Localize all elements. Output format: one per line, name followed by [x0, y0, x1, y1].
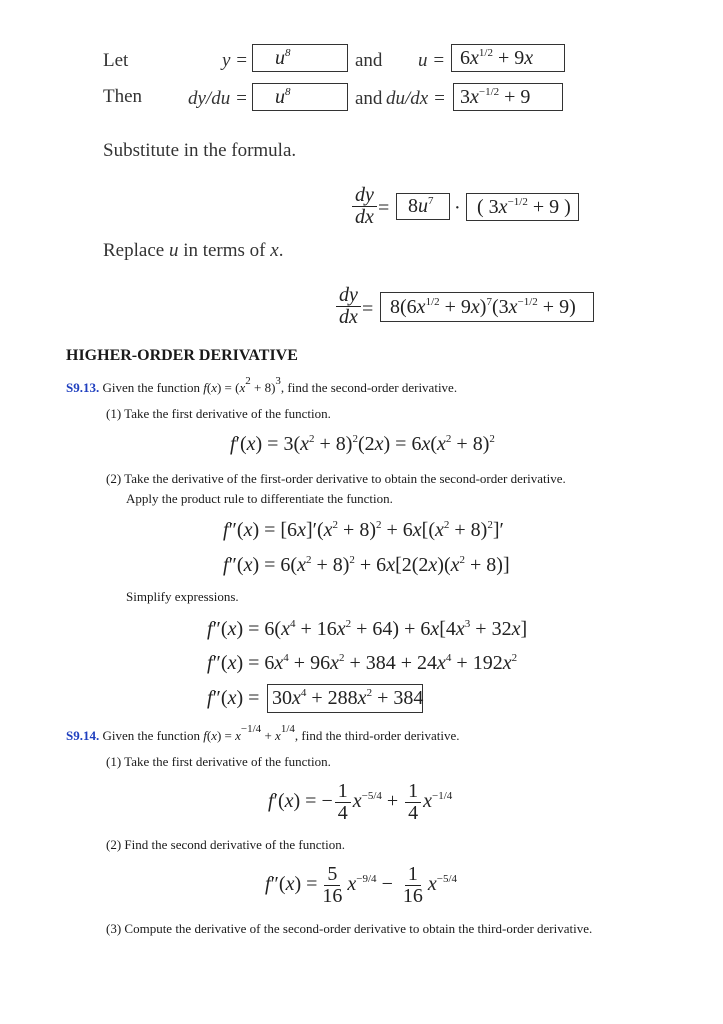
s914-prompt: S9.14. Given the function $f(x) = x^{-1/4} + x^{1/4}$, find the third-order derivative.	[66, 722, 460, 743]
s914-eq1: f′(x) = − $\frac{1}{4}$ $x^{-5/4}$ + $\frac{1}{4}$ $x^{-1/4}$	[268, 780, 453, 824]
y-box: $u^8$	[252, 44, 348, 72]
substitute-text: Substitute in the formula.	[103, 140, 297, 161]
s913-eq4: $f''(x) = 6(x^4 + 16x^2 + 64) + 6x[4x^3 + 32x]$	[207, 617, 528, 640]
s913-answer-box: $30x^4 + 288x^2 + 384$	[267, 684, 423, 713]
then-label: Then	[103, 86, 143, 107]
s913-step2b: Apply the product rule to differentiate the function.	[126, 491, 393, 506]
section-title: HIGHER-ORDER DERIVATIVE	[66, 347, 298, 364]
final-box: $8(6x^{1/2} + 9x)^7(3x^{-1/2} + 9)$	[380, 292, 594, 322]
dudx-box: $3x^{-1/2} + 9$	[453, 83, 563, 111]
s914-step2: (2) Find the second derivative of the function.	[106, 837, 345, 852]
s913-simplify: Simplify expressions.	[126, 589, 239, 604]
s913-eq6-lhs: f″(x) =	[207, 687, 260, 709]
s914-step3: (3) Compute the derivative of the second-order derivative to obtain the third-order derivative.	[106, 921, 593, 936]
s914-step1: (1) Take the first derivative of the function.	[106, 754, 331, 769]
s914-eq2: f″(x) = $\frac{5}{16}$ $x^{-9/4}$ − $\frac{1}{16}$ $x^{-5/4}$	[265, 863, 457, 907]
u-box: $6x^{1/2} + 9x$	[451, 44, 565, 72]
s913-step1: (1) Take the first derivative of the function.	[106, 406, 331, 421]
s913-eq2: $f''(x) = [6x]'(x^2 + 8)^2 + 6x[(x^2 + 8)^2]'$	[223, 518, 504, 541]
s913-eq1: $f'(x) = 3(x^2 + 8)^2(2x) = 6x(x^2 + 8)^2$	[230, 432, 495, 455]
replace-text: Replace u in terms of x.	[103, 240, 284, 261]
s913-eq3: $f''(x) = 6(x^2 + 8)^2 + 6x[2(2x)(x^2 + 8)]$	[223, 553, 510, 576]
sub-box-2: ( $3x^{-1/2} + 9$ )	[466, 193, 579, 221]
s913-eq5: $f''(x) = 6x^4 + 96x^2 + 384 + 24x^4 + 192x^2$	[207, 651, 518, 674]
s913-step2a: (2) Take the derivative of the first-order derivative to obtain the second-order derivative.	[106, 471, 566, 486]
final-equals: =	[362, 298, 374, 320]
dydu-eq: dy/du =	[188, 88, 248, 109]
s913-prompt: S9.13. Given the function $f(x) = (x^2 + 8)^3$, find the second-order derivative.	[66, 374, 458, 395]
and-1: and	[355, 50, 383, 71]
u-eq: u =	[418, 50, 446, 71]
sub-box-1: $8u^7$	[396, 193, 450, 220]
sub-lhs: $\frac{dy}{dx}$	[350, 185, 379, 228]
dudx-eq: du/dx =	[386, 88, 446, 109]
dydu-box: $u^8$	[252, 83, 348, 111]
y-eq: y =	[222, 50, 249, 71]
let-label: Let	[103, 50, 129, 71]
sub-dot: ·	[454, 197, 461, 219]
and-2: and	[355, 88, 383, 109]
sub-equals: =	[378, 197, 390, 219]
final-lhs: $\frac{dy}{dx}$	[334, 285, 363, 328]
